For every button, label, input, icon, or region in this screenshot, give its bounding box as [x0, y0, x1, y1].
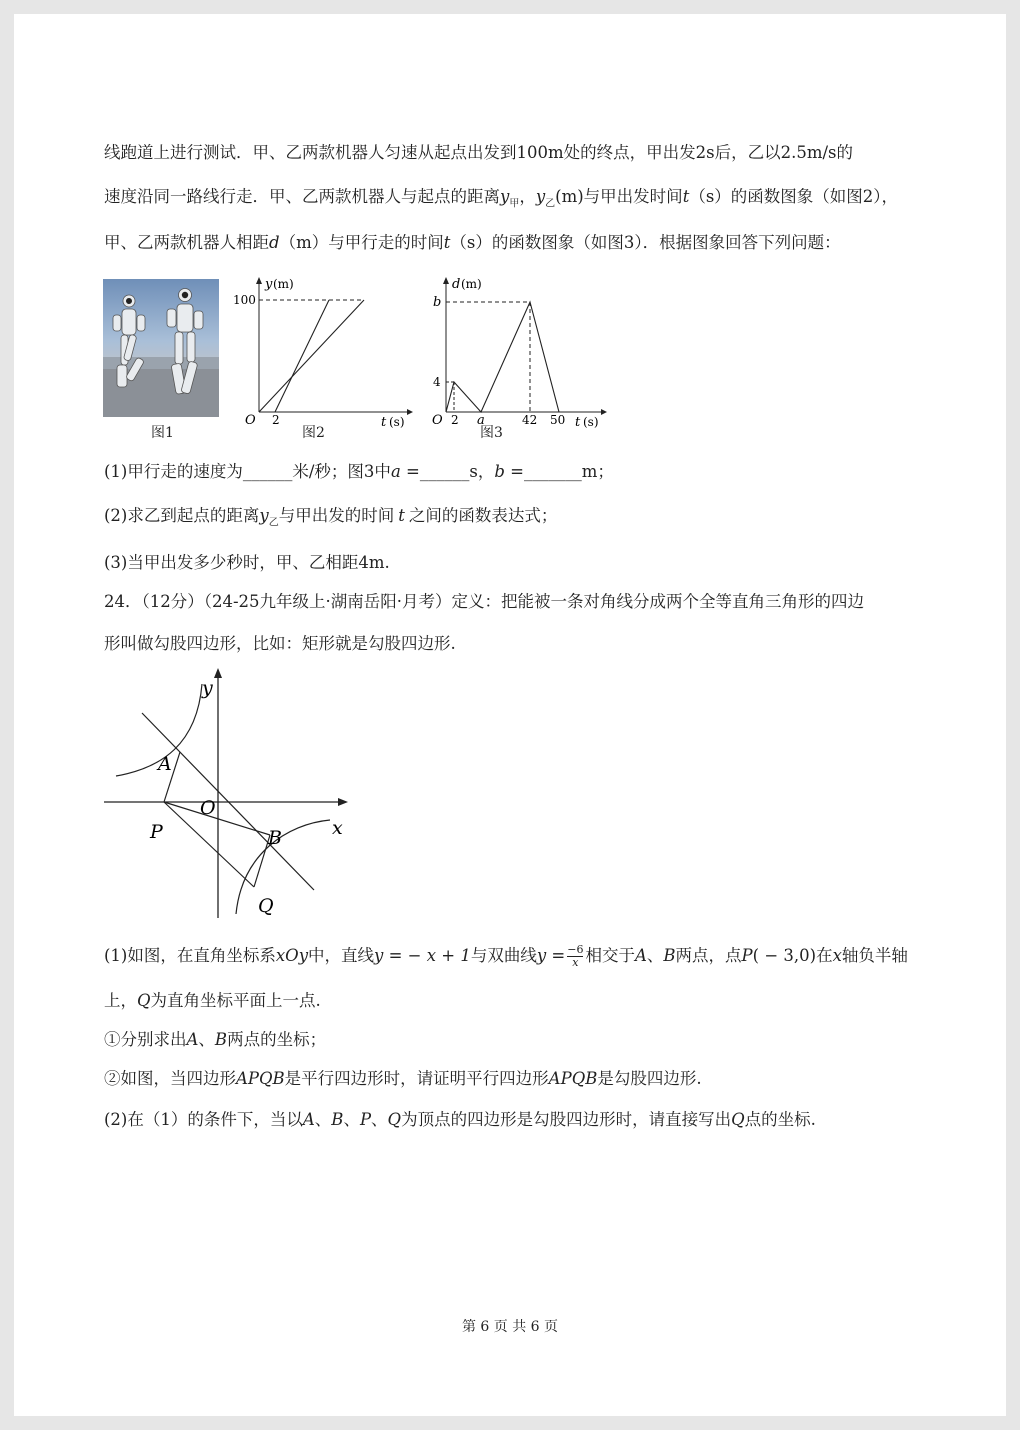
- var-t: t: [682, 187, 690, 206]
- sub-yi: 乙: [545, 198, 556, 210]
- q24-p1-text-a: (1)如图，在直角坐标系: [104, 946, 276, 965]
- fig1-caption: 图1: [151, 425, 174, 441]
- q23-part1: [104, 461, 614, 483]
- fig2-graph: [229, 272, 414, 430]
- q23-p1-text-b: =______s，: [400, 462, 495, 481]
- q24-sub2-text-b: 是平行四边形时，请证明平行四边形: [284, 1069, 549, 1088]
- fig3-origin: O: [432, 413, 443, 428]
- sep-3: 、: [371, 1110, 388, 1129]
- q24-sub1-text-a: ①分别求出: [104, 1030, 187, 1049]
- fig2-line-yi: [275, 300, 329, 412]
- var-B: B: [663, 946, 676, 965]
- fig3-x-unit: (s): [583, 415, 599, 429]
- q23-p3-text: (3)当甲出发多少秒时，甲、乙相距4m.: [104, 553, 390, 572]
- fig3-x-arrow: [601, 409, 607, 415]
- var-Q: Q: [137, 991, 151, 1010]
- fig2-y-unit: (m): [273, 277, 294, 291]
- var-b: b: [494, 462, 505, 481]
- label-O: O: [200, 797, 216, 819]
- var-t3: t: [398, 506, 405, 525]
- fig2-y-label: y: [265, 277, 273, 292]
- q23-p2-text-b: 与甲出发的时间: [278, 506, 395, 525]
- label-Q: Q: [258, 895, 274, 917]
- q24-graph: [102, 664, 362, 926]
- intro-text-1: 线跑道上进行测试．甲、乙两款机器人匀速从起点出发到100m处的终点，甲出发2s后，乙以2.5m/s的: [104, 143, 854, 162]
- q24-p1-text-c: 与双曲线: [470, 946, 537, 965]
- q24-p2-text-b: 为顶点的四边形是勾股四边形时，请直接写出: [401, 1110, 732, 1129]
- q24-part1-line2: [104, 990, 321, 1012]
- q24-sub1: [104, 1029, 326, 1051]
- var-Q-2: Q: [387, 1110, 402, 1129]
- fig3-x-tick-50: 50: [550, 413, 566, 427]
- comma: ，: [519, 187, 536, 206]
- fig3-polyline: [446, 302, 559, 412]
- q24-line-2: [104, 633, 456, 655]
- var-B-3: B: [331, 1110, 344, 1129]
- fig2-caption: 图2: [302, 425, 325, 441]
- fig3-x-label: t: [575, 415, 581, 430]
- var-B-2: B: [214, 1030, 228, 1049]
- var-y: y: [259, 506, 269, 525]
- label-x: x: [332, 817, 343, 839]
- q24-p1-text-d: 相交于: [585, 946, 635, 965]
- intro-text-3c: （s）的函数图象（如图3）．根据图象回答下列问题：: [450, 233, 841, 252]
- equation-hyperbola-lhs: y =: [536, 946, 566, 965]
- equation-line: y = − x + 1: [374, 946, 471, 965]
- var-APQB-2: APQB: [548, 1069, 598, 1088]
- x-axis-arrow: [338, 798, 348, 806]
- var-A: A: [634, 946, 647, 965]
- var-xOy: xOy: [275, 946, 309, 965]
- fig2-x-arrow: [407, 409, 413, 415]
- fig3-y-tick-b: b: [433, 295, 442, 310]
- fig3-y-unit: (m): [461, 277, 482, 291]
- q23-part2: [104, 505, 557, 534]
- q24-p1-text-g: ( − 3,0)在: [752, 946, 833, 965]
- fraction-denominator: x: [572, 956, 579, 969]
- fraction-numerator: −6: [567, 943, 584, 956]
- fig2-x-tick-2: 2: [272, 413, 280, 427]
- fig3-x-tick-42: 42: [522, 413, 538, 427]
- q24-p2-text-a: (2)在（1）的条件下，当以: [104, 1110, 303, 1129]
- label-P: P: [150, 821, 163, 843]
- q23-part3: [104, 552, 390, 574]
- var-y-yi: y: [535, 187, 546, 206]
- intro-line-1: [104, 142, 853, 164]
- sep-1: 、: [314, 1110, 332, 1129]
- y-axis-arrow: [214, 668, 222, 678]
- var-P: P: [741, 946, 753, 965]
- q24-line-1: [104, 591, 864, 613]
- var-a: a: [390, 462, 401, 481]
- q24-text-2: 形叫做勾股四边形，比如：矩形就是勾股四边形.: [104, 634, 456, 653]
- q24-part1-line1: [104, 944, 908, 974]
- robots-photo: [103, 279, 219, 417]
- var-APQB: APQB: [236, 1069, 285, 1088]
- fig3-y-label: d: [452, 277, 461, 292]
- q24-part2: [104, 1109, 816, 1131]
- var-t2: t: [443, 233, 451, 252]
- intro-text-3a: 甲、乙两款机器人相距: [104, 233, 269, 252]
- q24-sub1-text-mid: 、: [198, 1030, 215, 1049]
- fig2-y-arrow: [256, 277, 262, 284]
- fig2-line-jia: [259, 300, 364, 412]
- var-P-2: P: [359, 1110, 372, 1129]
- label-A: A: [158, 753, 172, 775]
- fig3-x-tick-a: a: [477, 413, 485, 428]
- q24-p1-line2-text-b: 为直角坐标平面上一点.: [150, 991, 321, 1010]
- q24-p1-line2-text-a: 上，: [104, 991, 137, 1010]
- fig2-x-label: t: [381, 415, 387, 430]
- fig3-y-tick-4: 4: [433, 375, 441, 389]
- fig2-origin: O: [245, 413, 256, 428]
- fig3-graph: [418, 272, 608, 430]
- q23-p1-text-c: =_______m；: [504, 462, 614, 481]
- hyperbola-lower-right: [236, 820, 330, 914]
- q23-p1-text-a: (1)甲行走的速度为______米/秒；图3中: [104, 462, 391, 481]
- label-B: B: [268, 827, 282, 849]
- sub-yi-2: 乙: [268, 517, 279, 529]
- sep-2: 、: [343, 1110, 360, 1129]
- q24-sub2-text-c: 是勾股四边形.: [597, 1069, 702, 1088]
- q24-p2-text-c: 点的坐标.: [744, 1110, 816, 1129]
- q24-p1-text-b: 中，直线: [308, 946, 375, 965]
- intro-text-2a: 速度沿同一路线行走．甲、乙两款机器人与起点的距离: [104, 187, 500, 206]
- fig2-x-unit: (s): [389, 415, 405, 429]
- fig2-y-tick-100: 100: [233, 293, 256, 307]
- sub-jia: 甲: [509, 198, 520, 210]
- q24-sub1-text-end: 两点的坐标；: [227, 1030, 327, 1049]
- intro-text-2c: （s）的函数图象（如图2），: [689, 187, 899, 206]
- var-d: d: [269, 233, 280, 252]
- var-A-2: A: [186, 1030, 199, 1049]
- q24-p1-text-h: 轴负半轴: [841, 946, 908, 965]
- var-Q-3: Q: [731, 1110, 745, 1129]
- q24-sub2: [104, 1068, 702, 1090]
- fraction-neg6-over-x: [567, 944, 583, 969]
- var-A-3: A: [302, 1110, 315, 1129]
- page-footer: 第 6 页 共 6 页: [461, 1319, 559, 1335]
- exam-page: [14, 14, 1006, 1416]
- fig3-x-tick-2: 2: [451, 413, 459, 427]
- q24-p1-text-f: 两点，点: [675, 946, 742, 965]
- intro-line-2: [104, 186, 898, 215]
- intro-text-2b: (m)与甲出发时间: [555, 187, 683, 206]
- fig3-y-arrow: [443, 277, 449, 284]
- intro-line-3: [104, 232, 841, 254]
- var-x: x: [832, 946, 842, 965]
- q23-p2-text-c: 之间的函数表达式；: [408, 506, 558, 525]
- q24-p1-text-e: 、: [646, 946, 664, 965]
- q24-sub2-text-a: ②如图，当四边形: [104, 1069, 236, 1088]
- var-y-jia: y: [500, 187, 510, 206]
- q24-text-1: 24．（12分）（24-25九年级上·湖南岳阳·月考）定义：把能被一条对角线分成两个全等直角三角形的四边: [104, 592, 865, 611]
- segment-PB: [164, 802, 270, 835]
- label-y: y: [202, 677, 213, 699]
- fig3-caption: 图3: [480, 425, 503, 441]
- q23-p2-text-a: (2)求乙到起点的距离: [104, 506, 260, 525]
- intro-text-3b: （m）与甲行走的时间: [279, 233, 444, 252]
